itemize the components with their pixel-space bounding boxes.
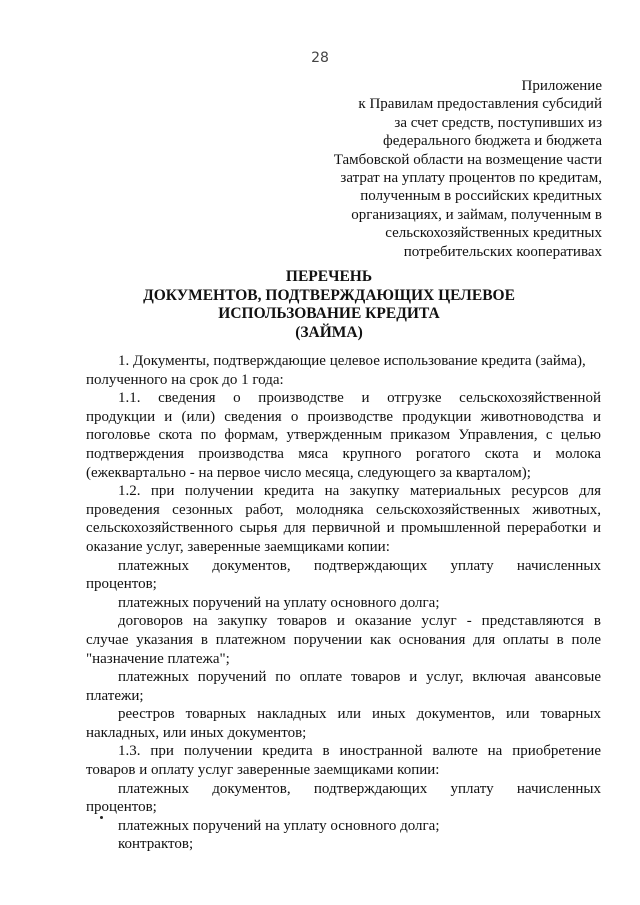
body-line: реестров товарных накладных или иных документов, или товарных <box>118 706 601 723</box>
body-line: сельскохозяйственного сырья для первичной и промышленной переработки и <box>86 520 601 537</box>
appendix-line: федерального бюджета и бюджета <box>382 133 602 150</box>
scan-speck <box>100 816 103 819</box>
appendix-line: затрат на уплату процентов по кредитам, <box>340 170 602 187</box>
body-line: договоров на закупку товаров и оказание услуг - представляются в <box>118 613 601 630</box>
list-item <box>86 835 601 854</box>
body-line: 1.3. при получении кредита в иностранной валюте на приобретение <box>118 743 601 760</box>
body-line: поголовье скота по формам, утвержденным приказом Управления, с целью <box>86 427 601 444</box>
body-line: платежных поручений на уплату основного долга; <box>118 594 440 611</box>
appendix-line: сельскохозяйственных кредитных <box>385 225 602 242</box>
title-line: (ЗАЙМА) <box>295 323 363 341</box>
body-line: 1.1. сведения о производстве и отгрузке сельскохозяйственной <box>118 390 601 407</box>
body-line: платежных поручений на уплату основного долга; <box>118 817 440 834</box>
list-item <box>86 612 601 668</box>
paragraph-1 <box>86 352 601 389</box>
page-number: 28 <box>311 50 329 66</box>
title-line: ДОКУМЕНТОВ, ПОДТВЕРЖДАЮЩИХ ЦЕЛЕВОЕ <box>143 286 515 304</box>
body-line: (ежеквартально - на первое число месяца, следующего за кварталом); <box>86 464 531 481</box>
body-line: оказание услуг, заверенные заемщиками копии: <box>86 538 390 555</box>
body-line: "назначение платежа"; <box>86 650 230 667</box>
body-line: подтверждения производства мяса крупного рогатого скота и молока <box>86 445 601 462</box>
list-item <box>86 780 601 817</box>
appendix-line: потребительских кооперативах <box>403 243 602 260</box>
body-line: платежных документов, подтверждающих уплату начисленных <box>118 780 601 797</box>
title-line: ПЕРЕЧЕНЬ <box>285 268 373 285</box>
list-item <box>86 668 601 705</box>
list-item <box>86 817 601 836</box>
appendix-line: к Правилам предоставления субсидий <box>358 96 602 113</box>
appendix-line: за счет средств, поступивших из <box>394 114 602 131</box>
body-line: накладных, или иных документов; <box>86 724 307 741</box>
body-line: 1.2. при получении кредита на закупку материальных ресурсов для <box>118 483 601 500</box>
appendix-line: полученным в российских кредитных <box>360 188 602 205</box>
appendix-line: Приложение <box>521 78 602 94</box>
list-item <box>86 557 601 594</box>
body-line: товаров и оплату услуг заверенные заемщиками копии: <box>86 762 440 779</box>
appendix-line: Тамбовской области на возмещение части <box>333 151 602 168</box>
body-line: процентов; <box>86 576 157 593</box>
body-line: полученного на срок до 1 года: <box>86 371 284 388</box>
document-title <box>80 268 578 342</box>
body-line: проведения сезонных работ, молодняка сельскохозяйственных животных, <box>86 501 601 518</box>
body-line: платежных документов, подтверждающих уплату начисленных <box>118 557 601 574</box>
body-line: контрактов; <box>118 836 194 853</box>
document-body <box>86 352 601 854</box>
appendix-header <box>272 77 602 261</box>
body-line: случае указания в платежном поручении как основания для оплаты в поле <box>86 631 601 648</box>
paragraph-1-1 <box>86 389 601 482</box>
appendix-line: организациях, и займам, полученным в <box>351 206 602 223</box>
body-line: процентов; <box>86 799 157 816</box>
paragraph-1-2 <box>86 482 601 556</box>
list-item <box>86 594 601 613</box>
body-line: продукции и (или) сведения о производстве продукции животноводства и <box>86 408 601 425</box>
list-item <box>86 705 601 742</box>
body-line: 1. Документы, подтверждающие целевое использование кредита (займа), <box>118 353 586 369</box>
body-line: платежных поручений по оплате товаров и услуг, включая авансовые <box>118 669 601 686</box>
title-line: ИСПОЛЬЗОВАНИЕ КРЕДИТА <box>218 305 440 322</box>
body-line: платежи; <box>86 687 144 704</box>
paragraph-1-3 <box>86 742 601 779</box>
